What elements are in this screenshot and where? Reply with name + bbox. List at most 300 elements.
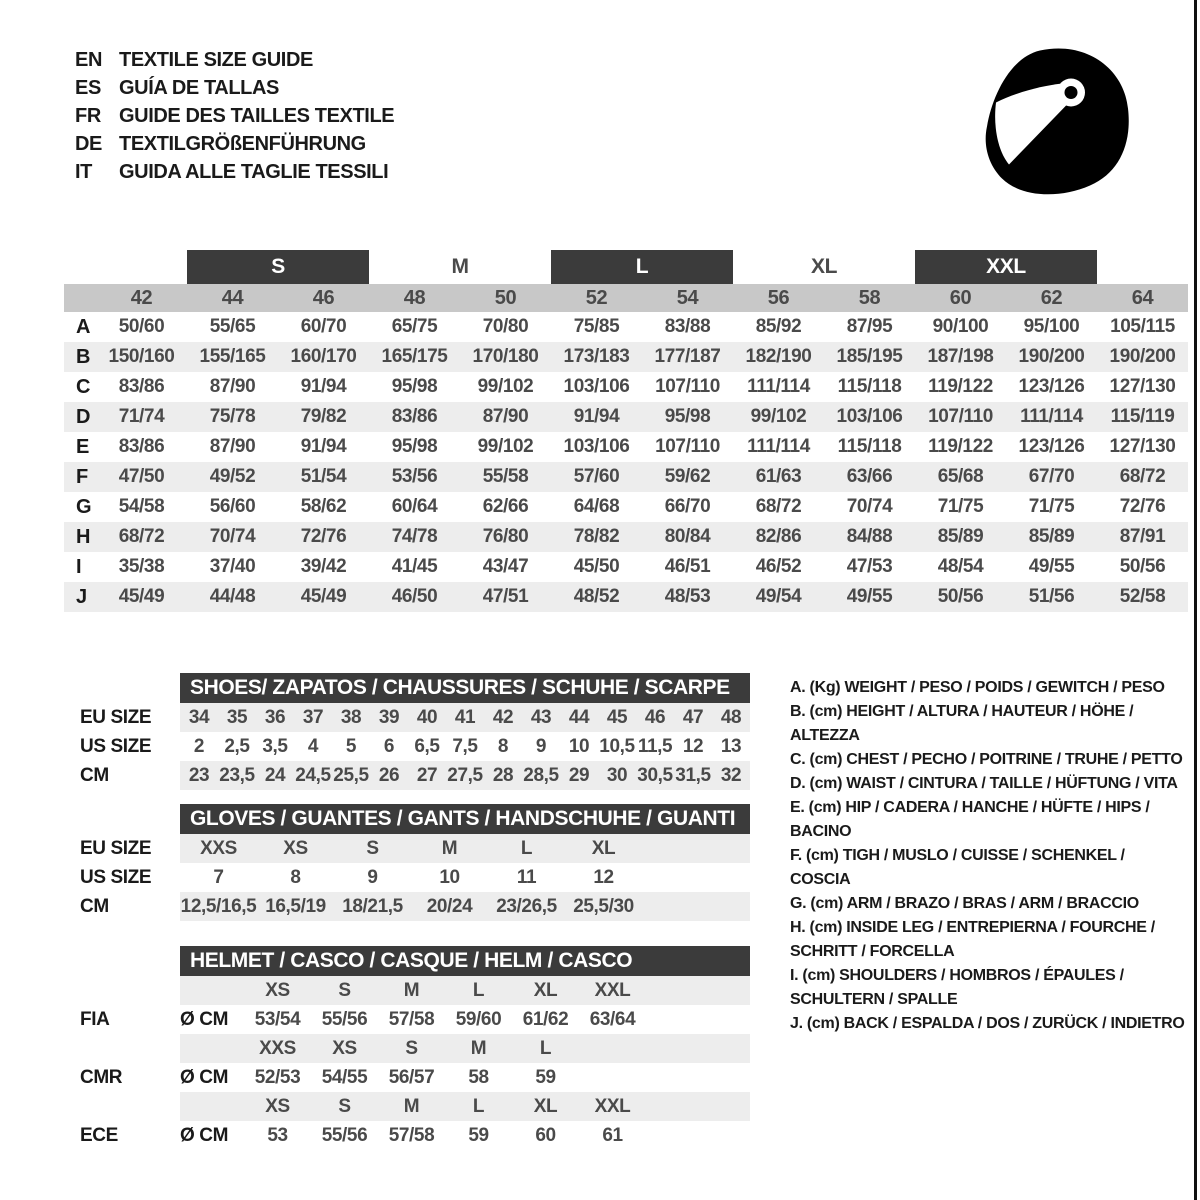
size-group-M: M	[451, 255, 469, 278]
measure-cell: 37/40	[209, 556, 256, 577]
value-cell: 47	[682, 706, 704, 728]
value-cell: 12	[682, 735, 704, 757]
measure-cell: 84/88	[846, 526, 893, 547]
values-grid	[244, 1063, 646, 1092]
value-cell: 61	[602, 1124, 623, 1146]
measure-cell: 76/80	[482, 526, 529, 547]
measure-cell: 79/82	[300, 406, 347, 427]
measure-cell: 52/58	[1119, 586, 1166, 607]
value-cell: 55/56	[321, 1008, 368, 1030]
value-cell: 2	[193, 735, 205, 757]
measure-cell: 50/56	[937, 586, 984, 607]
row-label: B	[76, 345, 91, 368]
value-cell: 57/58	[388, 1008, 435, 1030]
value-cell: 26	[378, 764, 400, 786]
textile-columns	[64, 284, 1188, 312]
legend-item: A. (Kg) WEIGHT / PESO / POIDS / GEWITCH / PESO	[790, 679, 1165, 696]
language-code: IT	[75, 161, 92, 183]
unit-spacer	[180, 976, 244, 1005]
diameter-unit-label: Ø CM	[180, 1008, 229, 1030]
value-cell: 23/26,5	[496, 895, 557, 917]
value-cell: 6,5	[414, 735, 440, 757]
measure-cell: 46/51	[664, 556, 711, 577]
measure-row-A	[64, 312, 1188, 342]
measure-cell: 49/55	[1028, 556, 1075, 577]
measure-cell: 119/122	[928, 436, 993, 457]
measure-cell: 47/50	[118, 466, 165, 487]
measure-cell: 115/118	[837, 436, 902, 457]
value-cell: 56/57	[388, 1066, 435, 1088]
row-label: I	[76, 555, 82, 578]
value-cell: 36	[264, 706, 286, 728]
value-cell: 10	[439, 866, 460, 888]
measure-cell: 45/50	[573, 556, 620, 577]
row-content	[180, 1121, 750, 1150]
measure-row-J	[64, 582, 1188, 612]
value-cell: 25,5/30	[573, 895, 634, 917]
size-cell: S	[338, 1095, 351, 1117]
measure-row-G	[64, 492, 1188, 522]
row-label: EU SIZE	[80, 706, 152, 728]
value-cell: 52/53	[254, 1066, 301, 1088]
measure-cell: 173/183	[563, 346, 630, 367]
row-label: ECE	[80, 1124, 118, 1146]
values-grid	[180, 732, 750, 761]
size-group-XL: XL	[810, 255, 838, 278]
measure-cell: 85/89	[1028, 526, 1075, 547]
measure-cell: 59/62	[664, 466, 711, 487]
value-cell: 29	[568, 764, 590, 786]
measure-cell: 60/64	[391, 496, 438, 517]
measure-cell: 63/66	[846, 466, 893, 487]
value-cell: 46	[644, 706, 666, 728]
language-code: ES	[75, 77, 101, 99]
measure-cell: 75/85	[573, 316, 620, 337]
row-label: CMR	[80, 1066, 123, 1088]
measure-cell: 91/94	[300, 376, 347, 397]
measure-cell: 41/45	[391, 556, 438, 577]
legend-item: E. (cm) HIP / CADERA / HANCHE / HÜFTE / HIPS / BACINO	[790, 799, 1150, 840]
measure-cell: 44/48	[209, 586, 256, 607]
measure-cell: 47/51	[482, 586, 529, 607]
measure-cell: 127/130	[1109, 376, 1176, 397]
value-cell: 10	[568, 735, 590, 757]
value-cell: 28,5	[523, 764, 559, 786]
measure-cell: 53/56	[391, 466, 438, 487]
language-row	[75, 130, 394, 158]
shoes-table	[64, 673, 750, 790]
measure-cell: 70/80	[482, 316, 529, 337]
size-cell: L	[539, 1037, 552, 1059]
row-label: D	[76, 405, 91, 428]
measure-row-I	[64, 552, 1188, 582]
page-right-border	[1194, 0, 1197, 1200]
textile-rows	[64, 312, 1188, 612]
value-cell: 60	[535, 1124, 556, 1146]
measure-cell: 87/95	[846, 316, 893, 337]
measure-cell: 83/88	[664, 316, 711, 337]
measure-row-H	[64, 522, 1188, 552]
size-cell: XXL	[594, 1095, 631, 1117]
value-cell: 24	[264, 764, 286, 786]
gloves-row	[64, 892, 750, 921]
measure-cell: 87/90	[482, 406, 529, 427]
measure-cell: 45/49	[118, 586, 165, 607]
value-cell: 44	[568, 706, 590, 728]
measure-cell: 71/75	[1028, 496, 1075, 517]
value-cell: 18/21,5	[342, 895, 403, 917]
measure-cell: 61/63	[755, 466, 802, 487]
value-cell: 53	[267, 1124, 288, 1146]
measure-row-C	[64, 372, 1188, 402]
row-label: F	[76, 465, 88, 488]
value-cell: 42	[492, 706, 514, 728]
measure-cell: 60/70	[300, 316, 347, 337]
row-content	[180, 732, 750, 761]
row-label: CM	[80, 895, 109, 917]
measure-cell: 123/126	[1018, 376, 1085, 397]
unit-spacer	[180, 1092, 244, 1121]
measure-cell: 71/75	[937, 496, 984, 517]
measure-cell: 39/42	[300, 556, 347, 577]
value-cell: 24,5	[295, 764, 331, 786]
value-cell: 8	[290, 866, 301, 888]
measure-cell: 90/100	[932, 316, 989, 337]
measure-cell: 85/89	[937, 526, 984, 547]
value-cell: 12	[593, 866, 614, 888]
value-cell: 41	[454, 706, 476, 728]
measure-cell: 127/130	[1109, 436, 1176, 457]
value-cell: 43	[530, 706, 552, 728]
measure-row-B	[64, 342, 1188, 372]
value-cell: M	[441, 837, 458, 859]
measure-row-D	[64, 402, 1188, 432]
row-content	[180, 1092, 750, 1121]
value-cell: 53/54	[254, 1008, 301, 1030]
measure-cell: 68/72	[118, 526, 165, 547]
language-title: GUÍA DE TALLAS	[119, 77, 279, 99]
value-cell: 63/64	[589, 1008, 636, 1030]
measure-cell: 65/75	[391, 316, 438, 337]
racing-helmet-icon	[978, 38, 1138, 213]
size-cell: XS	[265, 979, 290, 1001]
sizes-grid	[244, 1034, 646, 1063]
language-row	[75, 102, 394, 130]
measure-cell: 85/92	[755, 316, 802, 337]
value-cell: 61/62	[522, 1008, 569, 1030]
value-cell: 23,5	[219, 764, 255, 786]
measure-cell: 119/122	[928, 376, 993, 397]
shoes-row	[64, 703, 750, 732]
measure-cell: 51/54	[300, 466, 347, 487]
legend-item: B. (cm) HEIGHT / ALTURA / HAUTEUR / HÖHE / ALTEZZA	[790, 703, 1134, 744]
measure-cell: 103/106	[836, 406, 903, 427]
language-code: EN	[75, 49, 102, 71]
values-grid	[244, 1121, 646, 1150]
measure-cell: 71/74	[118, 406, 165, 427]
helmet-rows	[64, 976, 750, 1150]
unit-spacer	[180, 1034, 244, 1063]
language-code: FR	[75, 105, 101, 127]
values-grid	[180, 892, 642, 921]
measure-cell: 105/115	[1110, 316, 1175, 337]
row-label: FIA	[80, 1008, 110, 1030]
measure-cell: 87/91	[1119, 526, 1166, 547]
size-column-header: 58	[858, 286, 881, 309]
value-cell: 31,5	[675, 764, 711, 786]
measure-cell: 190/200	[1109, 346, 1176, 367]
value-cell: 23	[188, 764, 210, 786]
size-cell: M	[470, 1037, 487, 1059]
measure-cell: 83/86	[118, 436, 165, 457]
value-cell: 5	[345, 735, 357, 757]
sizes-grid	[244, 1092, 646, 1121]
size-cell: XS	[265, 1095, 290, 1117]
measure-cell: 72/76	[1119, 496, 1166, 517]
row-label: CM	[80, 764, 109, 786]
measure-cell: 68/72	[755, 496, 802, 517]
measure-cell: 91/94	[300, 436, 347, 457]
measure-cell: 103/106	[563, 436, 630, 457]
measure-cell: 187/198	[927, 346, 994, 367]
size-cell: XL	[533, 979, 558, 1001]
value-cell: 32	[720, 764, 742, 786]
value-cell: 6	[383, 735, 395, 757]
textile-size-header	[64, 250, 1188, 284]
measure-cell: 99/102	[477, 436, 534, 457]
measure-cell: 123/126	[1018, 436, 1085, 457]
legend-item: D. (cm) WAIST / CINTURA / TAILLE / HÜFTUNG / VITA	[790, 775, 1178, 792]
measure-cell: 50/56	[1119, 556, 1166, 577]
value-cell: 20/24	[426, 895, 473, 917]
row-label: C	[76, 375, 91, 398]
measure-cell: 99/102	[477, 376, 534, 397]
size-cell: XL	[533, 1095, 558, 1117]
size-group-XXL: XXL	[915, 250, 1097, 284]
row-content	[180, 863, 750, 892]
value-cell: 11,5	[637, 735, 673, 757]
size-column-header: 42	[130, 286, 153, 309]
size-column-header: 64	[1131, 286, 1154, 309]
measure-cell: 115/118	[837, 376, 902, 397]
language-row	[75, 74, 394, 102]
values-grid	[180, 863, 642, 892]
measure-cell: 49/52	[209, 466, 256, 487]
measure-cell: 83/86	[391, 406, 438, 427]
measure-cell: 111/114	[1020, 406, 1083, 427]
value-cell: 30	[606, 764, 628, 786]
value-cell: 7,5	[452, 735, 478, 757]
measure-cell: 83/86	[118, 376, 165, 397]
measurement-legend	[790, 676, 1188, 1036]
measure-cell: 190/200	[1018, 346, 1085, 367]
row-label: J	[76, 585, 87, 608]
value-cell: 35	[226, 706, 248, 728]
size-column-header: 54	[676, 286, 699, 309]
measure-cell: 43/47	[482, 556, 529, 577]
size-group-S: S	[187, 250, 369, 284]
value-cell: 7	[213, 866, 224, 888]
size-column-header: 56	[767, 286, 790, 309]
legend-item: G. (cm) ARM / BRAZO / BRAS / ARM / BRACCIO	[790, 895, 1139, 912]
values-grid	[244, 1005, 646, 1034]
size-cell: XXL	[594, 979, 631, 1001]
measure-cell: 35/38	[118, 556, 165, 577]
measure-cell: 165/175	[381, 346, 448, 367]
measure-cell: 57/60	[573, 466, 620, 487]
value-cell: 59	[468, 1124, 489, 1146]
helmet-size-row-ECE	[64, 1092, 750, 1121]
value-cell: 13	[720, 735, 742, 757]
measure-cell: 91/94	[573, 406, 620, 427]
shoes-rows	[64, 703, 750, 790]
measure-cell: 80/84	[664, 526, 711, 547]
value-cell: 55/56	[321, 1124, 368, 1146]
value-cell	[579, 1063, 646, 1092]
value-cell: 25,5	[333, 764, 369, 786]
measure-cell: 47/53	[846, 556, 893, 577]
sizes-grid	[244, 976, 646, 1005]
row-content	[180, 1063, 750, 1092]
measure-cell: 111/114	[747, 376, 810, 397]
row-label: EU SIZE	[80, 837, 152, 859]
measure-cell: 78/82	[573, 526, 620, 547]
size-column-header: 62	[1040, 286, 1063, 309]
value-cell: 3,5	[262, 735, 288, 757]
measure-cell: 70/74	[846, 496, 893, 517]
measure-cell: 150/160	[108, 346, 175, 367]
gloves-table	[64, 804, 750, 921]
value-cell: 4	[307, 735, 319, 757]
measure-cell: 48/54	[937, 556, 984, 577]
row-content	[180, 1034, 750, 1063]
shoes-row	[64, 732, 750, 761]
measure-cell: 48/53	[664, 586, 711, 607]
measure-cell: 170/180	[472, 346, 539, 367]
language-title: GUIDE DES TAILLES TEXTILE	[119, 105, 395, 127]
size-column-header: 46	[312, 286, 335, 309]
row-content	[180, 1005, 750, 1034]
measure-cell: 54/58	[118, 496, 165, 517]
size-cell: L	[472, 979, 485, 1001]
measure-cell: 95/100	[1023, 316, 1080, 337]
measure-cell: 70/74	[209, 526, 256, 547]
size-cell: M	[403, 979, 420, 1001]
values-grid	[180, 703, 750, 732]
legend-item: C. (cm) CHEST / PECHO / POITRINE / TRUHE / PETTO	[790, 751, 1183, 768]
helmet-title: HELMET / CASCO / CASQUE / HELM / CASCO	[180, 946, 750, 976]
gloves-title: GLOVES / GUANTES / GANTS / HANDSCHUHE / GUANTI	[180, 804, 750, 834]
value-cell: 2,5	[224, 735, 250, 757]
value-cell: 45	[606, 706, 628, 728]
value-cell: 11	[516, 866, 537, 888]
shoes-row	[64, 761, 750, 790]
measure-cell: 75/78	[209, 406, 256, 427]
size-column-header: 48	[403, 286, 426, 309]
row-content	[180, 976, 750, 1005]
measure-cell: 107/110	[928, 406, 993, 427]
gloves-row	[64, 834, 750, 863]
measure-cell: 55/58	[482, 466, 529, 487]
row-label: US SIZE	[80, 866, 152, 888]
value-cell: 54/55	[321, 1066, 368, 1088]
value-cell: XL	[591, 837, 616, 859]
measure-cell: 72/76	[300, 526, 347, 547]
value-cell: 9	[535, 735, 547, 757]
measure-row-E	[64, 432, 1188, 462]
size-cell: M	[403, 1095, 420, 1117]
legend-item: F. (cm) TIGH / MUSLO / CUISSE / SCHENKEL / COSCIA	[790, 847, 1125, 888]
size-cell: S	[338, 979, 351, 1001]
size-cell: S	[405, 1037, 418, 1059]
measure-cell: 95/98	[391, 376, 438, 397]
row-content	[180, 834, 750, 863]
measure-cell: 82/86	[755, 526, 802, 547]
value-cell: 48	[720, 706, 742, 728]
measure-cell: 55/65	[209, 316, 256, 337]
row-content	[180, 703, 750, 732]
value-cell: 27,5	[447, 764, 483, 786]
value-cell: 34	[188, 706, 210, 728]
diameter-unit-label: Ø CM	[180, 1066, 229, 1088]
measure-cell: 49/55	[846, 586, 893, 607]
value-cell: 10,5	[599, 735, 635, 757]
helmet-size-row-CMR	[64, 1034, 750, 1063]
measure-cell: 62/66	[482, 496, 529, 517]
measure-cell: 95/98	[391, 436, 438, 457]
row-label	[64, 1034, 180, 1063]
measure-cell: 65/68	[937, 466, 984, 487]
measure-cell: 107/110	[655, 436, 720, 457]
measure-cell: 87/90	[209, 436, 256, 457]
helmet-value-row-CMR	[64, 1063, 750, 1092]
measure-cell: 49/54	[755, 586, 802, 607]
measure-cell: 99/102	[750, 406, 807, 427]
value-cell: 8	[497, 735, 509, 757]
language-title: TEXTILGRÖßENFÜHRUNG	[119, 133, 366, 155]
measure-cell: 182/190	[745, 346, 812, 367]
measure-cell: 45/49	[300, 586, 347, 607]
measure-cell: 185/195	[836, 346, 903, 367]
measure-cell: 111/114	[747, 436, 810, 457]
value-cell: 12,5/16,5	[180, 895, 257, 917]
size-cell	[579, 1034, 646, 1063]
language-title: TEXTILE SIZE GUIDE	[119, 49, 313, 71]
size-cell: L	[472, 1095, 485, 1117]
measure-cell: 68/72	[1119, 466, 1166, 487]
values-grid	[180, 761, 750, 790]
row-label: E	[76, 435, 89, 458]
helmet-table	[64, 946, 750, 1150]
size-cell: XS	[332, 1037, 357, 1059]
value-cell: 39	[378, 706, 400, 728]
row-label	[64, 976, 180, 1005]
language-row	[75, 46, 394, 74]
value-cell: 28	[492, 764, 514, 786]
value-cell: 16,5/19	[265, 895, 326, 917]
helmet-size-row-FIA	[64, 976, 750, 1005]
measure-cell: 67/70	[1028, 466, 1075, 487]
row-content	[180, 892, 750, 921]
value-cell: 9	[367, 866, 378, 888]
measure-cell: 160/170	[290, 346, 357, 367]
helmet-value-row-FIA	[64, 1005, 750, 1034]
diameter-unit-label: Ø CM	[180, 1124, 229, 1146]
size-column-header: 60	[949, 286, 972, 309]
row-content	[180, 761, 750, 790]
measure-cell: 64/68	[573, 496, 620, 517]
gloves-row	[64, 863, 750, 892]
